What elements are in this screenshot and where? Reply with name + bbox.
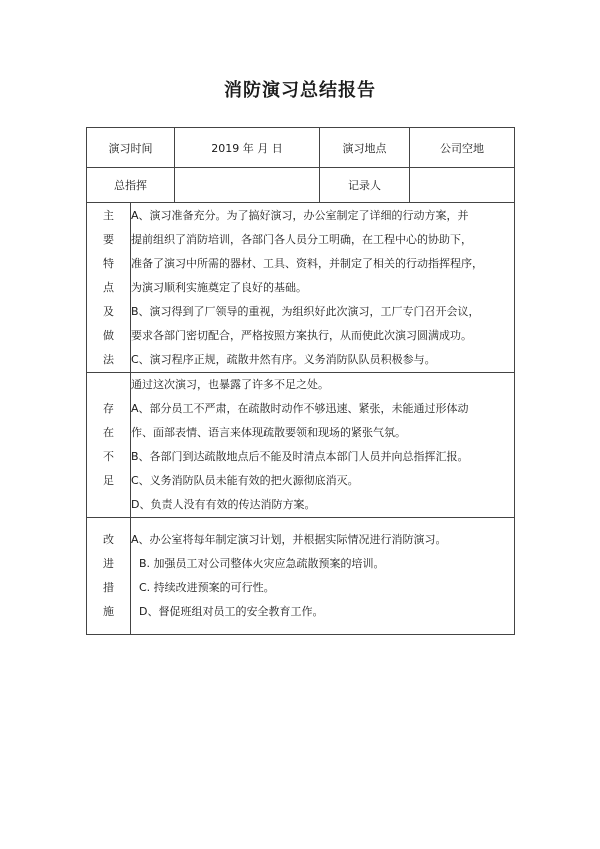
content-line: 要求各部门密切配合，严格按照方案执行，从而使此次演习圆满成功。 bbox=[131, 328, 472, 342]
content-line: A、演习准备充分。为了搞好演习，办公室制定了详细的行动方案，并 bbox=[131, 208, 469, 222]
content-line: C. 持续改进预案的可行性。 bbox=[139, 581, 275, 594]
label-char: 主 bbox=[103, 208, 114, 222]
section-label-shortcomings bbox=[87, 373, 131, 518]
time-value: 2019 年 月 日 bbox=[175, 128, 320, 168]
section-content-features bbox=[131, 203, 515, 373]
content-line: B、各部门到达疏散地点后不能及时清点本部门人员并向总指挥汇报。 bbox=[131, 450, 469, 463]
label-char: 特 bbox=[103, 256, 114, 270]
content-line: 为演习顺利实施奠定了良好的基础。 bbox=[131, 280, 307, 294]
label-char: 要 bbox=[103, 232, 114, 246]
content-line: D、督促班组对员工的安全教育工作。 bbox=[139, 605, 324, 618]
section-improvements bbox=[87, 518, 515, 635]
label-char: 措 bbox=[103, 581, 114, 594]
label-char: 足 bbox=[103, 474, 114, 487]
content-line: B. 加强员工对公司整体火灾应急疏散预案的培训。 bbox=[139, 557, 385, 570]
label-char: 做 bbox=[103, 328, 114, 342]
section-content-improvements bbox=[131, 518, 515, 635]
section-label-features bbox=[87, 203, 131, 373]
content-line: C、义务消防队员未能有效的把火源彻底消灭。 bbox=[131, 474, 359, 487]
label-char: 法 bbox=[103, 352, 114, 366]
report-table bbox=[86, 127, 515, 635]
section-shortcomings bbox=[87, 373, 515, 518]
recorder-value bbox=[410, 168, 515, 203]
label-char: 不 bbox=[103, 450, 114, 463]
section-label-improvements bbox=[87, 518, 131, 635]
label-char: 在 bbox=[103, 426, 114, 439]
label-char: 进 bbox=[103, 557, 114, 570]
label-char: 存 bbox=[103, 402, 114, 415]
commander-value bbox=[175, 168, 320, 203]
section-features bbox=[87, 203, 515, 373]
content-line: A、办公室将每年制定演习计划，并根据实际情况进行消防演习。 bbox=[131, 533, 447, 546]
content-line: 作、面部表情、语言来体现疏散要领和现场的紧张气氛。 bbox=[131, 426, 406, 439]
header-row-time bbox=[87, 128, 515, 168]
location-value: 公司空地 bbox=[410, 128, 515, 168]
content-line: C、演习程序正规，疏散井然有序。义务消防队队员积极参与。 bbox=[131, 352, 436, 366]
content-line: B、演习得到了厂领导的重视，为组织好此次演习，工厂专门召开会议， bbox=[131, 304, 480, 318]
time-label: 演习时间 bbox=[87, 128, 175, 168]
content-line: 提前组织了消防培训，各部门各人员分工明确，在工程中心的协助下， bbox=[131, 232, 472, 246]
recorder-label: 记录人 bbox=[320, 168, 410, 203]
label-char: 及 bbox=[103, 304, 114, 318]
commander-label: 总指挥 bbox=[87, 168, 175, 203]
content-line: A、部分员工不严肃，在疏散时动作不够迅速、紧张，未能通过形体动 bbox=[131, 402, 469, 415]
content-line: 通过这次演习，也暴露了许多不足之处。 bbox=[131, 378, 329, 391]
label-char: 点 bbox=[103, 280, 114, 294]
label-char: 改 bbox=[103, 533, 114, 546]
page-title: 消防演习总结报告 bbox=[224, 80, 376, 101]
header-row-commander bbox=[87, 168, 515, 203]
content-line: D、负责人没有有效的传达消防方案。 bbox=[131, 498, 316, 511]
content-line: 准备了演习中所需的器材、工具、资料，并制定了相关的行动指挥程序， bbox=[131, 256, 483, 270]
location-label: 演习地点 bbox=[320, 128, 410, 168]
label-char: 施 bbox=[103, 605, 114, 618]
section-content-shortcomings bbox=[131, 373, 515, 518]
